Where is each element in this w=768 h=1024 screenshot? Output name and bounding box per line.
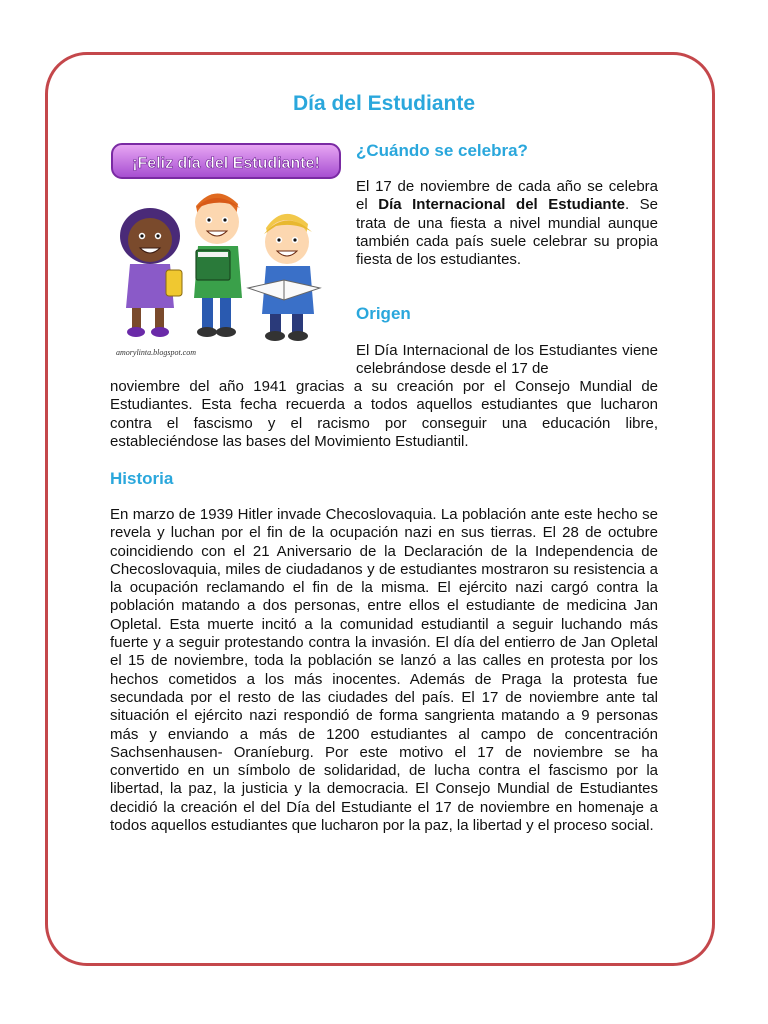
students-illustration (108, 138, 344, 362)
cuando-text-start: El 17 de noviembre de cada año se celebra el (356, 178, 658, 214)
heading-cuando: ¿Cuándo se celebra? (356, 141, 528, 160)
heading-origen: Origen (356, 304, 411, 323)
paragraph-origen: noviembre del año 1941 gracias a su creación por el Consejo Mundial de Estudiantes. Esta fecha recuerda a todos aquellos estudiantes que lucharon contra el fascismo y el racismo por conseguir una educación libre, estableciéndose las bases del Movimiento Estudiantil. (110, 378, 658, 450)
boy-green-figure (194, 193, 242, 337)
cuando-bold-text: Día Internacional del Estudiante (378, 196, 625, 214)
girl-figure (120, 208, 182, 337)
heading-historia: Historia (110, 469, 174, 488)
paragraph-historia: En marzo de 1939 Hitler invade Checoslovaquia. La población ante este hecho se revela y luchan por el fin de la ocupación nazi en sus tierras. El 28 de octubre coincidiendo con el 21 Aniversario de la Declaración de la Independencia de Checoslovaquia, miles de ciudadanos y de estudiantes mostraron su resistencia a la ocupación reclamando el fin de la misma. El ejército nazi cargó contra la población matando a dos personas, entre ellos el estudiante de medicina Jan Opletal. Esta muerte incitó a la comunidad estudiantil a seguir luchando más fuerte y a seguir protestando contra la invasión. El día del entierro de Jan Opletal el 15 de noviembre, toda la población se lanzó a las calles en protesta por los hechos cometidos a los más inocentes. Además de Praga la protesta fue secundada por el resto de las ciudades del país. El 17 de noviembre ante tal situación el ejército nazi respondió de forma sangrienta matando a 9 personas más y enviando a más de 1200 estudiantes al campo de concentración Sachsenhausen- Oraníeburg. Por este motivo el 17 de noviembre se ha convertido en un símbolo de solidaridad, de lucha contra el fascismo por la libertad, la paz, la justicia y la democracia. El Consejo Mundial de Estudiantes decidió la creación el del Día del Estudiante el 17 de noviembre en homenaje a todos aquellos estudiantes que lucharon por la paz, la libertad y el proceso social. (110, 506, 658, 835)
paragraph-cuando (356, 178, 658, 269)
cuando-text-end: . Se trata de una fiesta a nivel mundial aunque también cada país suele celebrar su propia fiesta de los estudiantes. (356, 196, 659, 269)
boy-blue-figure (248, 214, 320, 341)
banner-text: ¡Feliz día del Estudiante! (132, 155, 320, 172)
illustration-credit: amorylinta.blogspot.com (116, 348, 196, 357)
paragraph-origen-top: El Día Internacional de los Estudiantes viene celebrándose desde el 17 de (356, 342, 658, 378)
page-title: Día del Estudiante (292, 92, 476, 115)
